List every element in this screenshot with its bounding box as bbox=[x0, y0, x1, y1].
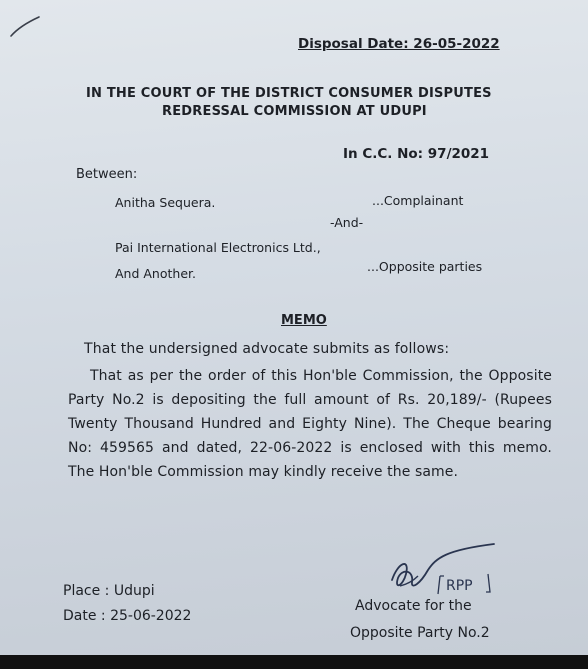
memo-heading: MEMO bbox=[281, 313, 327, 328]
advocate-label-line2: Opposite Party No.2 bbox=[350, 625, 490, 641]
memo-intro: That the undersigned advocate submits as follows: bbox=[84, 341, 450, 357]
disposal-date: Disposal Date: 26-05-2022 bbox=[298, 36, 500, 52]
bottom-edge-bar bbox=[0, 655, 588, 669]
opposite-party-name-cont: And Another. bbox=[115, 266, 196, 281]
advocate-signature bbox=[384, 540, 504, 602]
complainant-name: Anitha Sequera. bbox=[115, 195, 216, 210]
memo-body: That as per the order of this Hon'ble Commission, the Opposite Party No.2 is depositing the full amount of Rs. 20,189/- (Rupees Twenty Thousand Hundred and Eighty Nine). The Cheque bearing No: 459565 and dated, 22-06-2022 is enclosed with this memo. The Hon'ble Commission may kindly receive the same. bbox=[68, 368, 552, 480]
pen-stroke-mark bbox=[8, 14, 42, 40]
opposite-party-name: Pai International Electronics Ltd., bbox=[115, 240, 321, 255]
complainant-role: ...Complainant bbox=[372, 193, 464, 208]
opposite-party-role: ...Opposite parties bbox=[367, 259, 483, 274]
signature-initials: RPP bbox=[446, 578, 473, 594]
date-line: Date : 25-06-2022 bbox=[63, 608, 192, 624]
and-separator: -And- bbox=[330, 215, 364, 230]
court-title-line2: REDRESSAL COMMISSION AT UDUPI bbox=[162, 104, 427, 119]
place-line: Place : Udupi bbox=[63, 583, 155, 599]
case-number: In C.C. No: 97/2021 bbox=[343, 146, 490, 162]
between-label: Between: bbox=[76, 167, 138, 182]
advocate-label-line1: Advocate for the bbox=[355, 598, 472, 614]
court-title-line1: IN THE COURT OF THE DISTRICT CONSUMER DISPUTES bbox=[86, 86, 492, 101]
